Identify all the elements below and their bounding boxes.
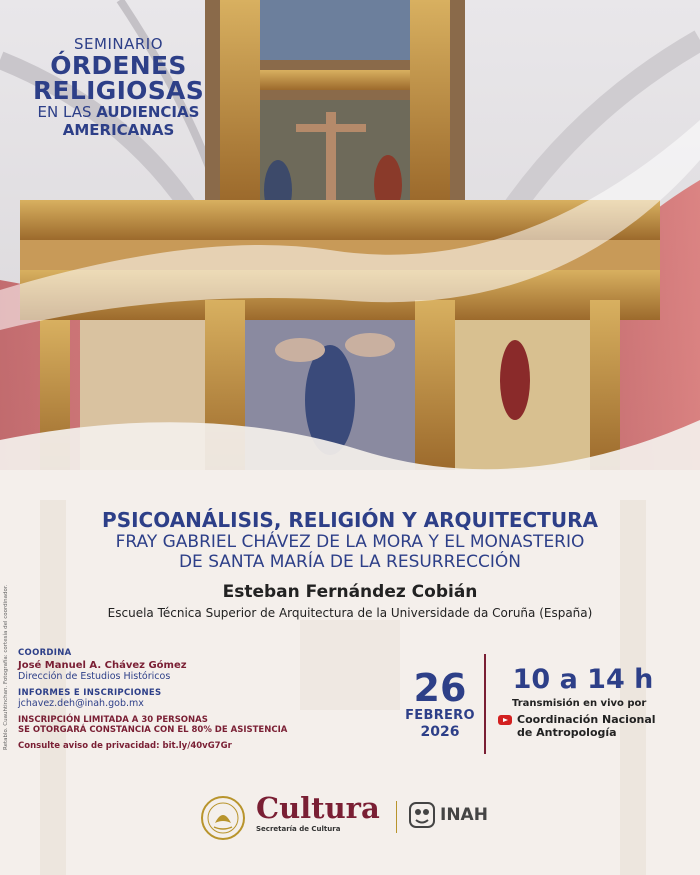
photo-credit-text: Retablo. Cuauhtinchan. Fotografía: cortesía del coordinador. [3,584,9,750]
secretaria-label: Secretaría de Cultura [256,825,341,833]
event-year: 2026 [420,724,460,740]
seminar-title-line2: RELIGIOSAS [33,76,204,105]
privacy-link[interactable]: Consulte aviso de privacidad: bit.ly/40vG7Gr [18,741,232,751]
channel-name-line1: Coordinación Nacional [517,713,656,726]
mexico-seal-icon [200,795,246,841]
inah-wordmark: INAH [440,805,488,825]
seminar-subtitle-line1 [16,103,221,121]
lecture-subtitle-line2: DE SANTA MARÍA DE LA RESURRECCIÓN [178,552,522,572]
cultura-wordmark: Cultura [256,791,380,825]
seminar-label: SEMINARIO [74,35,163,53]
speaker-name: Esteban Fernández Cobián [222,582,478,602]
seminar-subtitle-americanas: AMERICANAS [62,121,175,139]
coordinator-name: José Manuel A. Chávez Gómez [18,660,187,671]
speaker-affiliation: Escuela Técnica Superior de Arquitectura de la Universidade da Coruña (España) [107,606,593,620]
info-block [18,648,318,751]
footer-separator [396,801,397,833]
seminar-subtitle-pre: EN LAS [37,103,97,121]
seminar-subtitle-line2 [16,121,221,139]
event-month: FEBRERO [405,708,475,723]
stream-label: Transmisión en vivo por [512,698,647,709]
event-hours: 10 a 14 h [512,664,654,695]
contact-email[interactable]: jchavez.deh@inah.gob.mx [18,698,144,709]
youtube-icon [498,715,512,725]
seminar-header [16,36,221,139]
event-date [402,668,478,741]
lecture-title: PSICOANÁLISIS, RELIGIÓN Y ARQUITECTURA [102,508,598,532]
coordinator-unit: Dirección de Estudios Históricos [18,671,171,682]
channel-name-line2: de Antropología [517,726,617,739]
event-day: 26 [413,666,467,710]
certificate-note: SE OTORGARÁ CONSTANCIA CON EL 80% DE ASISTENCIA [18,725,288,735]
cultura-logo [256,793,380,833]
photo-credit [3,584,15,750]
date-divider [484,654,486,754]
inah-logo [408,801,488,829]
seminar-title-line1: ÓRDENES [50,51,187,80]
informes-label: INFORMES E INSCRIPCIONES [18,688,162,698]
footer-logos [200,793,500,841]
inah-logo-icon [408,801,436,829]
seminar-subtitle-bold: AUDIENCIAS [96,103,200,121]
event-time-block [498,664,668,739]
registration-limit: INSCRIPCIÓN LIMITADA A 30 PERSONAS [18,715,208,725]
coordina-label: COORDINA [18,648,72,658]
lecture-subtitle-line1: FRAY GABRIEL CHÁVEZ DE LA MORA Y EL MONASTERIO [115,532,585,552]
stream-channel[interactable] [498,713,668,739]
lecture-block [30,508,670,620]
